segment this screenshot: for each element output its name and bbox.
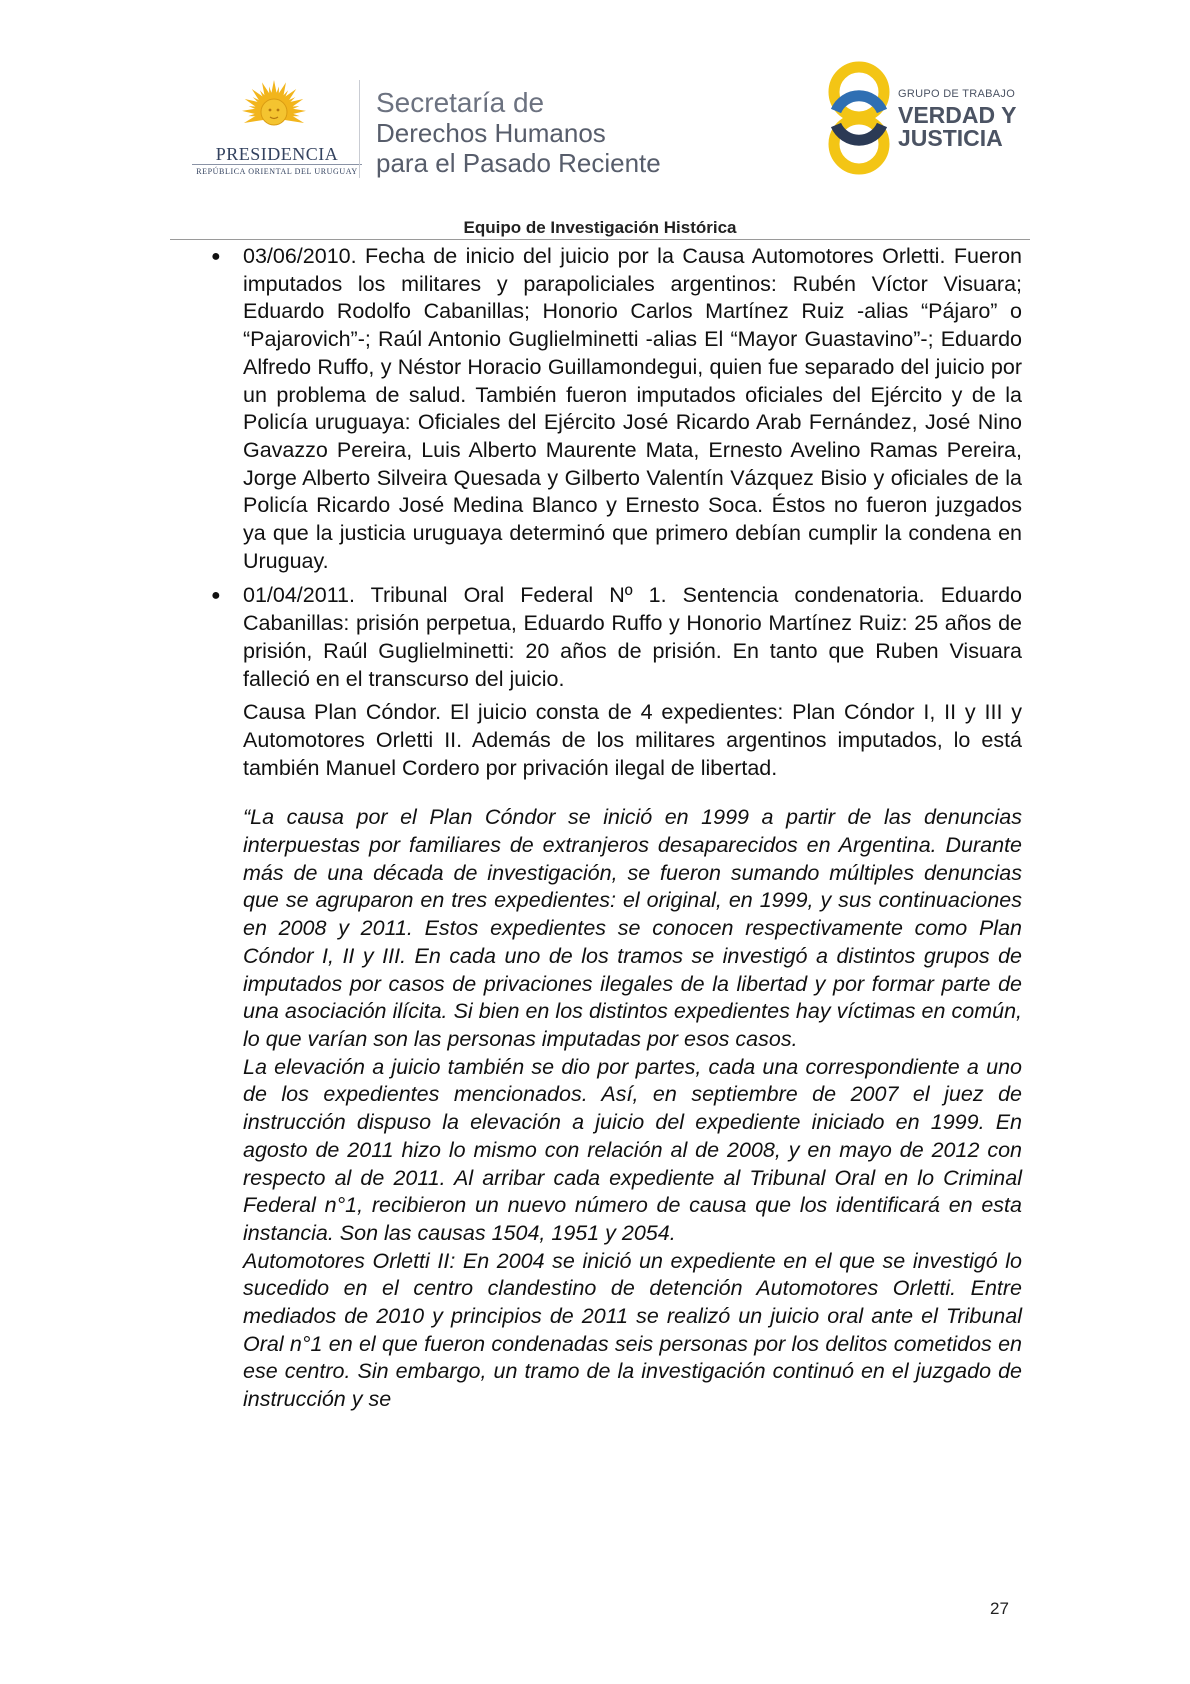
gtvj-line-3: JUSTICIA [898, 125, 1003, 151]
page-header [0, 0, 1190, 240]
bullet-item-2 [211, 582, 1022, 693]
presidencia-subtitle: REPÚBLICA ORIENTAL DEL URUGUAY [196, 167, 358, 176]
presidencia-logo [192, 78, 362, 178]
document-body [211, 243, 1022, 1414]
presidencia-name: PRESIDENCIA [215, 144, 339, 164]
secretaria-line-1: Secretaría de [376, 87, 545, 118]
header-separator [359, 80, 360, 178]
secretaria-line-2: Derechos Humanos [376, 118, 606, 148]
secretaria-line-3: para el Pasado Reciente [376, 148, 661, 178]
quote-paragraph-2: La elevación a juicio también se dio por partes, cada una correspondiente a uno de los expedientes mencionados. Así, en septiembre de 2007 el juez de instrucción dispuso la elevación a juicio del expediente iniciado en 1999. En agosto de 2011 hizo lo mismo con relación al de 2008, y en mayo de 2012 con respecto al de 2011. Al arribar cada expediente al Tribunal Oral en lo Criminal Federal n°1, recibieron un nuevo número de causa que los identificará en esta instancia. Son las causas 1504, 1951 y 2054. [243, 1054, 1022, 1245]
team-title: Equipo de Investigación Histórica [463, 218, 737, 237]
bullet-icon: ● [211, 587, 221, 605]
secretaria-title [376, 88, 661, 178]
interlocking-rings-icon [823, 56, 895, 180]
quote-paragraph-1: “La causa por el Plan Cóndor se inició en 1999 a partir de las denuncias interpuestas por familiares de extranjeros desaparecidos en Argentina. Durante más de una década de investigación, se fueron sumando múltiples denuncias que se agruparon en tres expedientes: el original, en 1999, y sus continuaciones en 2008 y 2011. Estos expedientes se conocen respectivamente como Plan Cóndor I, II y III. En cada uno de los tramos se investigó a distintos grupos de imputados por casos de privaciones ilegales de la libertad y por formar parte de una asociación ilícita. Si bien en los distintos expedientes hay víctimas en común, lo que varían son las personas imputadas por esos casos. [243, 805, 1022, 1051]
sun-emblem-icon [192, 78, 362, 148]
page-number: 27 [990, 1599, 1009, 1618]
bullet-text-2: 01/04/2011. Tribunal Oral Federal Nº 1. Sentencia condenatoria. Eduardo Cabanillas: prisión perpetua, Eduardo Ruffo y Honorio Martínez Ruiz: 25 años de prisión, Raúl Guglielminetti: 20 años de prisión. En tanto que Ruben Visuara falleció en el transcurso del juicio. [243, 583, 1022, 691]
bullet-icon: ● [211, 248, 221, 265]
presidencia-divider [192, 164, 362, 165]
bullet-text-1: 03/06/2010. Fecha de inicio del juicio por la Causa Automotores Orletti. Fueron imputados los militares y parapoliciales argentinos: Rubén Víctor Visuara; Eduardo Rodolfo Cabanillas; Honorio Carlos Martínez Ruiz -alias “Pájaro” o “Pajarovich”-; Raúl Antonio Guglielminetti -alias El “Mayor Guastavino”-; Eduardo Alfredo Ruffo, y Néstor Horacio Guillamondegui, quien fue separado del juicio por un problema de salud. También fueron imputados oficiales del Ejército y de la Policía uruguaya: Oficiales del Ejército José Ricardo Arab Fernández, José Nino Gavazzo Pereira, Luis Alberto Maurente Mata, Ernesto Avelino Ramas Pereira, Jorge Alberto Silveira Quesada y Gilberto Valentín Vázquez Bisio y oficiales de la Policía Ricardo José Medina Blanco y Ernesto Soca. Éstos no fueron juzgados ya que la justicia uruguaya determinó que primero debían cumplir la condena en Uruguay. [243, 244, 1022, 573]
gtvj-line-2: VERDAD Y [898, 102, 1017, 128]
causa-paragraph: Causa Plan Cóndor. El juicio consta de 4 expedientes: Plan Cóndor I, II y III y Automotores Orletti II. Además de los militares argentinos imputados, lo está también Manuel Cordero por privación ilegal de libertad. [243, 700, 1022, 780]
gtvj-line-1: GRUPO DE TRABAJO [898, 88, 1016, 100]
quote-paragraph-3: Automotores Orletti II: En 2004 se inició un expediente en el que se investigó lo sucedido en el centro clandestino de detención Automotores Orletti. Entre mediados de 2010 y principios de 2011 se realizó un juicio oral ante el Tribunal Oral n°1 en el que fueron condenadas seis personas por los delitos cometidos en ese centro. Sin embargo, un tramo de la investigación continuó en el juzgado de instrucción y se [243, 1248, 1022, 1412]
bullet-item-1 [211, 243, 1022, 575]
header-rule [170, 239, 1030, 240]
grupo-trabajo-logo [823, 56, 1033, 180]
